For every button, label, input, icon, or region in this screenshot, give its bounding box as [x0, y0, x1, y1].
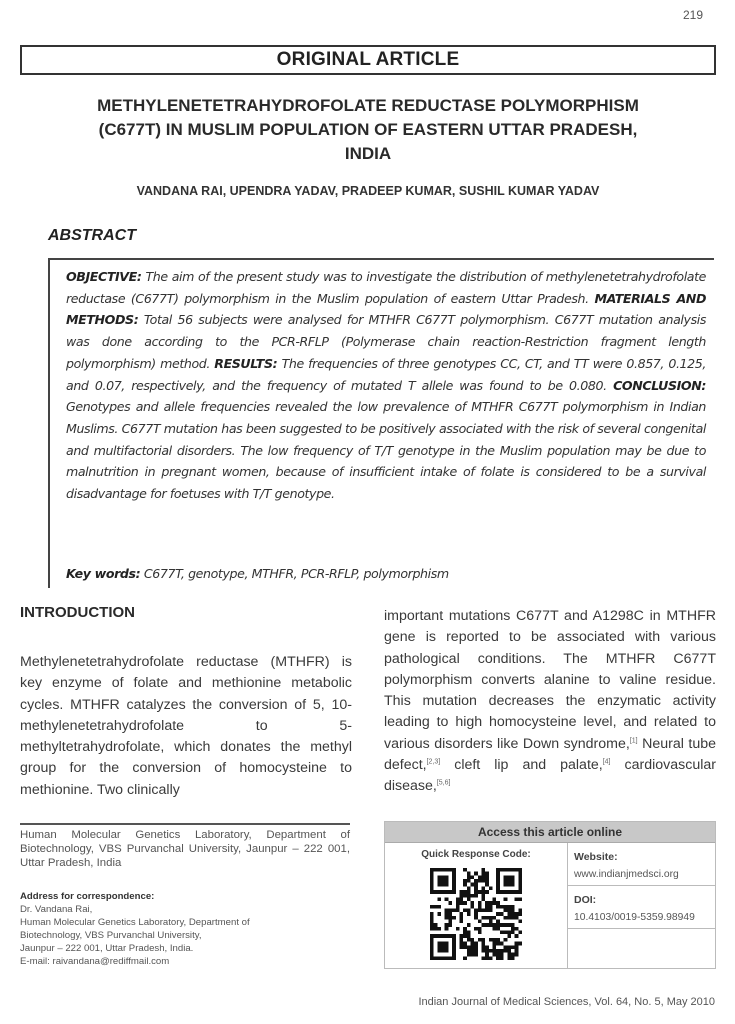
author-list: VANDANA RAI, UPENDRA YADAV, PRADEEP KUMAR, SUSHIL KUMAR YADAV: [136, 184, 600, 198]
empty-row: [568, 929, 715, 969]
methods-text: Total 56 subjects were analysed for MTHFR C677T polymorphism. C677T mutation analysis was done according to the PCR-RFLP (Polymerase chain reaction-Restriction fragment length polymorphism) method.: [66, 312, 706, 371]
correspondence-line: Human Molecular Genetics Laboratory, Department of: [20, 917, 250, 928]
author-affiliation: Human Molecular Genetics Laboratory, Department of Biotechnology, VBS Purvanchal University, Jaunpur – 222 001, Uttar Pradesh, India: [20, 829, 350, 869]
doi-value[interactable]: 10.4103/0019-5359.98949: [574, 912, 695, 923]
journal-citation-footer: Indian Journal of Medical Sciences, Vol. 64, No. 5, May 2010: [418, 996, 715, 1008]
qr-cell: [385, 843, 568, 969]
website-row: [568, 843, 715, 886]
correspondence-line: Dr. Vandana Rai,: [20, 904, 93, 915]
correspondence-label: Address for correspondence:: [20, 891, 155, 902]
body-text: Neural tube defect,: [384, 735, 716, 774]
introduction-heading: INTRODUCTION: [20, 604, 135, 621]
body-text: cardiovascular disease,: [384, 757, 716, 795]
correspondence-line: Jaunpur – 222 001, Uttar Pradesh, India.: [20, 943, 194, 954]
keywords: [66, 566, 449, 581]
article-title: [20, 94, 716, 166]
methods-label: MATERIALS AND METHODS:: [66, 290, 706, 328]
conclusion-text: Genotypes and allele frequencies revealed the low prevalence of MTHFR C677T polymorphism in Indian Muslims. C677T mutation has been suggested to be positively associated with the risk of several congenital and multifactorial disorders. The low frequency of T/T genotype in the Muslim population may be due to malnutrition in pregnant women, because of insufficient intake of folate is considered to be a survival disadvantage for foetuses with T/T genotype.: [66, 399, 706, 502]
results-label: RESULTS:: [214, 355, 278, 371]
introduction-right-column: [384, 606, 716, 798]
objective-label: OBJECTIVE:: [66, 269, 142, 284]
website-link[interactable]: www.indianjmedsci.org: [574, 869, 679, 880]
conclusion-label: CONCLUSION:: [613, 377, 706, 393]
website-label: Website:: [574, 851, 618, 863]
citation-ref[interactable]: [2,3]: [426, 758, 441, 766]
correspondence-block: [20, 890, 350, 968]
correspondence-email[interactable]: E-mail: raivandana@rediffmail.com: [20, 956, 170, 967]
doi-row: [568, 886, 715, 929]
citation-ref[interactable]: [4]: [602, 758, 611, 766]
body-text: important mutations C677T and A1298C in MTHFR gene is reported to be associated with various pathological conditions. The MTHFR C677T polymorphism converts alanine to valine residue. This mutation decreases the enzymatic activity leading to high homocysteine level, and related to various disorders like Down syndrome,: [384, 608, 716, 752]
qr-label: Quick Response Code:: [421, 849, 531, 860]
body-text: cleft lip and palate,: [440, 757, 603, 774]
results-text: The frequencies of three genotypes CC, CT, and TT were 0.857, 0.125, and 0.07, respectively, and the frequency of mutated T allele was found to be 0.080.: [66, 355, 706, 393]
title-line: METHYLENETETRAHYDROFOLATE REDUCTASE POLYMORPHISM: [97, 96, 639, 115]
title-line: INDIA: [344, 144, 392, 163]
abstract-heading: ABSTRACT: [48, 227, 136, 244]
footnote-divider: [20, 823, 350, 825]
article-type-banner: [20, 45, 716, 75]
doi-label: DOI:: [574, 894, 597, 906]
abstract-body: [66, 266, 706, 505]
citation-ref[interactable]: [1]: [629, 737, 638, 745]
access-article-box: [384, 821, 716, 969]
keywords-text: C677T, genotype, MTHFR, PCR-RFLP, polymorphism: [140, 566, 449, 581]
access-box-header: Access this article online: [385, 822, 715, 843]
title-line: (C677T) IN MUSLIM POPULATION OF EASTERN UTTAR PRADESH,: [98, 120, 638, 139]
correspondence-line: Biotechnology, VBS Purvanchal University,: [20, 930, 202, 941]
qr-code-icon[interactable]: [430, 868, 522, 960]
article-type-label: ORIGINAL ARTICLE: [276, 49, 460, 70]
keywords-label: Key words:: [66, 566, 141, 581]
objective-text: The aim of the present study was to investigate the distribution of methylenetetrahydrofolate reductase (C677T) polymorphism in the Muslim population of eastern Uttar Pradesh.: [66, 269, 706, 306]
introduction-left-column: Methylenetetrahydrofolate reductase (MTHFR) is key enzyme of folate and methionine metabolic cycles. MTHFR catalyzes the conversion of 5, 10-methylenetetrahydrofolate to 5-methyltetrahydrofolate, which donates the methyl group for the conversion of homocysteine to methionine. Two clinically: [20, 654, 352, 798]
page-number: 219: [682, 8, 703, 22]
citation-ref[interactable]: [5,6]: [436, 779, 451, 787]
